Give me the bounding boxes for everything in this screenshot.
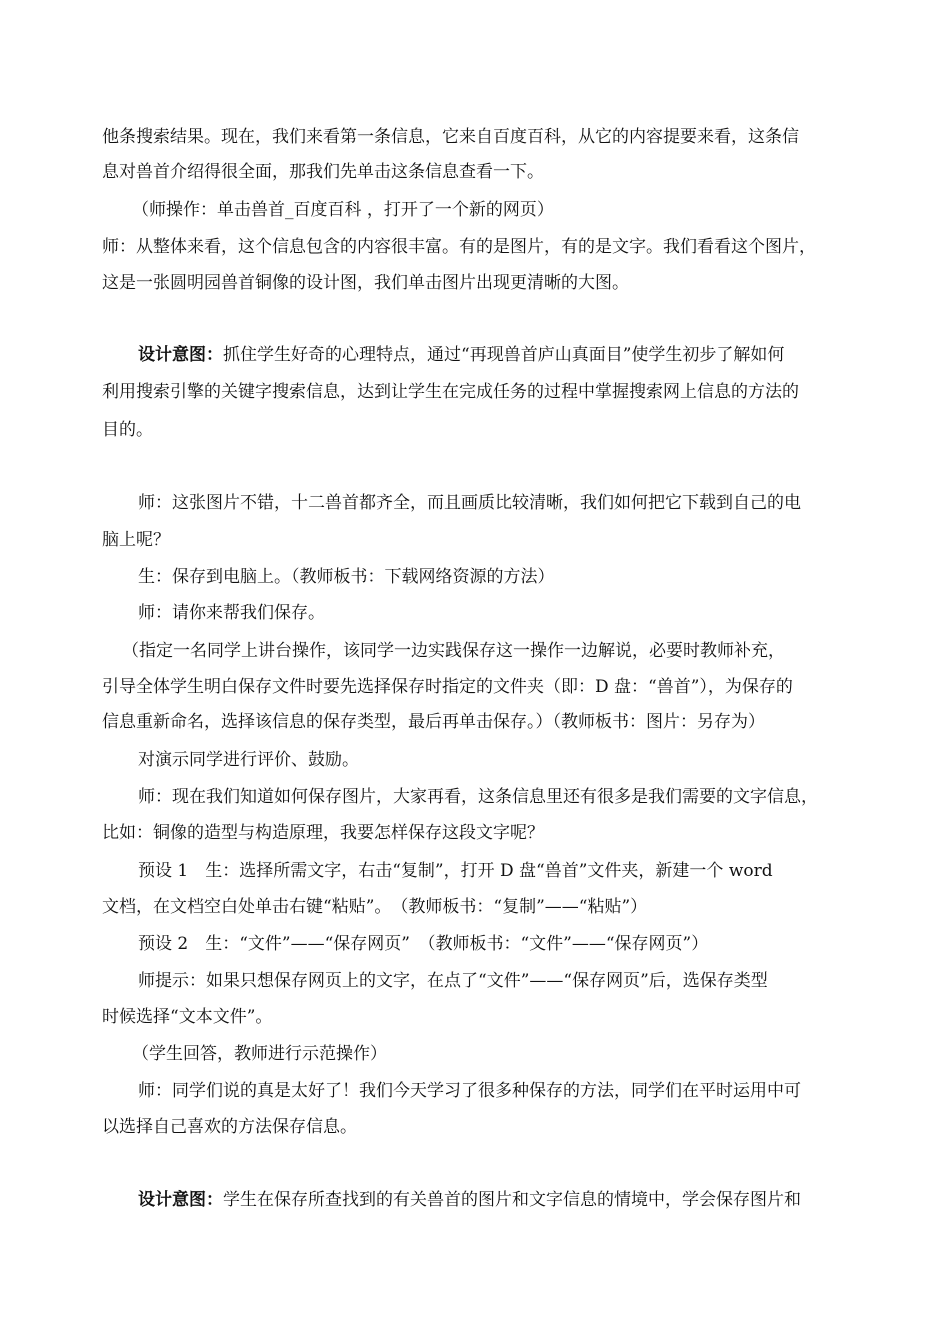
paragraph-line: 息对兽首介绍得很全面，那我们先单击这条信息查看一下。: [102, 162, 544, 182]
paragraph-line: 师：这张图片不错，十二兽首都齐全，而且画质比较清晰，我们如何把它下载到自己的电: [138, 493, 801, 513]
paragraph-line: 目的。: [102, 420, 153, 440]
paragraph-line: 他条搜索结果。现在，我们来看第一条信息，它来自百度百科，从它的内容提要来看，这条信: [102, 127, 799, 147]
paragraph-line: 预设 1 生：选择所需文字，右击“复制”，打开 D 盘“兽首”文件夹，新建一个 word: [138, 861, 773, 881]
design-intent-label: 设计意图：: [138, 345, 223, 365]
paragraph-line: 这是一张圆明园兽首铜像的设计图，我们单击图片出现更清晰的大图。: [102, 273, 629, 293]
paragraph-text: 抓住学生好奇的心理特点，通过“再现兽首庐山真面目”使学生初步了解如何: [223, 345, 785, 365]
paragraph-line: 师：请你来帮我们保存。: [138, 603, 325, 623]
paragraph-line: 时候选择“文本文件”。: [102, 1007, 273, 1027]
paragraph-text: 学生在保存所查找到的有关兽首的图片和文字信息的情境中，学会保存图片和: [223, 1190, 801, 1210]
paragraph-line: 师提示：如果只想保存网页上的文字，在点了“文件”——“保存网页”后，选保存类型: [138, 971, 768, 991]
design-intent-paragraph: [138, 344, 784, 366]
paragraph-line: （指定一名同学上讲台操作，该同学一边实践保存这一操作一边解说，必要时教师补充，: [122, 641, 785, 661]
design-intent-label: 设计意图：: [138, 1190, 223, 1210]
paragraph-line: 对演示同学进行评价、鼓励。: [138, 750, 359, 770]
paragraph-line: （学生回答，教师进行示范操作）: [132, 1044, 387, 1064]
paragraph-line: 师：同学们说的真是太好了！我们今天学习了很多种保存的方法，同学们在平时运用中可: [138, 1081, 801, 1101]
paragraph-line: 师：从整体来看，这个信息包含的内容很丰富。有的是图片，有的是文字。我们看看这个图片，: [102, 237, 816, 257]
paragraph-line: 信息重新命名，选择该信息的保存类型，最后再单击保存。）（教师板书：图片：另存为）: [102, 712, 765, 732]
paragraph-line: 师：现在我们知道如何保存图片，大家再看，这条信息里还有很多是我们需要的文字信息，: [138, 787, 818, 807]
paragraph-line: 引导全体学生明白保存文件时要先选择保存时指定的文件夹（即：D 盘：“兽首”），为保存的: [102, 677, 793, 697]
paragraph-line: （师操作：单击兽首_百度百科 ，打开了一个新的网页）: [132, 200, 554, 220]
paragraph-line: 脑上呢？: [102, 530, 170, 550]
design-intent-paragraph: [138, 1189, 801, 1211]
paragraph-line: 比如：铜像的造型与构造原理，我要怎样保存这段文字呢？: [102, 823, 544, 843]
paragraph-line: 以选择自己喜欢的方法保存信息。: [102, 1117, 357, 1137]
paragraph-line: 文档，在文档空白处单击右键“粘贴”。 （教师板书：“复制”——“粘贴”）: [102, 897, 648, 917]
paragraph-line: 预设 2 生：“文件”——“保存网页” （教师板书：“文件”——“保存网页”）: [138, 934, 709, 954]
paragraph-line: 利用搜索引擎的关键字搜索信息，达到让学生在完成任务的过程中掌握搜索网上信息的方法的: [102, 382, 799, 402]
paragraph-line: 生：保存到电脑上。（教师板书：下载网络资源的方法）: [138, 567, 555, 587]
